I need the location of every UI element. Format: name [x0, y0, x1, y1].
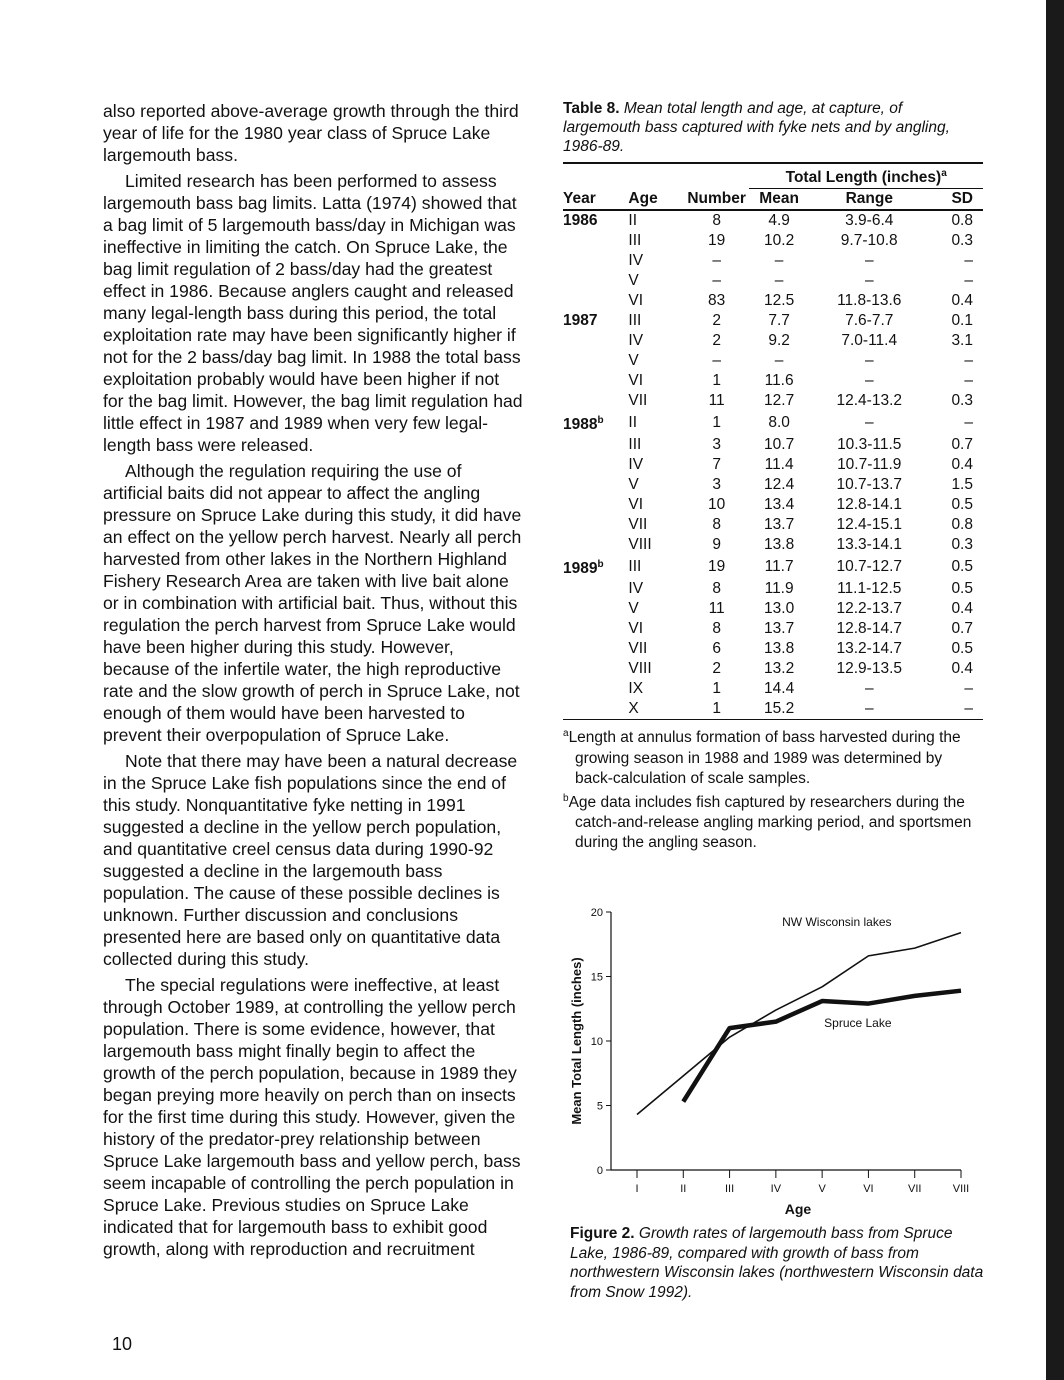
x-axis-label: Age [784, 1201, 812, 1217]
table-cell: – [864, 272, 874, 290]
table-cell: VI [628, 372, 644, 390]
table-row [563, 210, 983, 231]
table-cell: 12.2-13.7 [836, 600, 902, 618]
table-cell: VIII [628, 660, 652, 678]
paragraph: Although the regulation requiring the use of artificial baits did not appear to affect the angling pressure on Spruce Lake during this study, it did have an effect on the yellow perch harvest. Nearly all perch harvested from other lakes in the Northern Highland Fishery Research Area are taken with live bait alone or in combination with artificial bait. Thus, without this regulation the perch harvest from Spruce Lake would have been higher during this study. However, because of the infertile water, the high reproductive rate and the slow growth of perch in Spruce Lake, not enough of them would have been harvested to prevent their overpopulation of Spruce Lake. [103, 461, 522, 745]
column-header: SD [930, 189, 983, 211]
table-cell [563, 599, 622, 619]
table-cell: 13.3-14.1 [836, 536, 902, 554]
table-cell: 15.2 [764, 700, 795, 718]
table-cell: IV [628, 580, 644, 598]
paragraph: The special regulations were ineffective, at least through October 1989, at controlling the yellow perch population. There is some evidence, however, that largemouth bass might finally begin to affect the growth of the perch population, because in 1989 they began preying more heavily on perch than on insects for the first time during this study. However, given the history of the predator-prey relationship between Spruce Lake largemouth bass and yellow perch, bass seem incapable of controlling the perch population in Spruce Lake. Previous studies on Spruce Lake indicated that for largemouth bass to exhibit good growth, along with reproduction and recruitment [103, 975, 521, 1259]
table-cell: III [628, 436, 642, 454]
table-cell: 7.6-7.7 [845, 312, 894, 330]
table-cell: IV [628, 332, 644, 350]
table-cell: IX [628, 680, 644, 698]
table-cell [563, 291, 622, 311]
table-cell: 19 [708, 232, 726, 250]
table-cell: 3 [712, 476, 721, 494]
paragraph: Note that there may have been a natural decrease in the Spruce Lake fish populations since the end of this study. Nonquantitative fyke netting in 1991 suggested a decline in the yellow perch population, and quantitative creel census data during 1990-92 suggested a decline in the largemouth bass population. The cause of these possible declines is unknown. Further discussion and conclusions presented here are based only on quantitative data collected during this study. [103, 751, 518, 969]
table-cell: V [628, 272, 639, 290]
table-cell: VI [628, 496, 644, 514]
table-cell: 0.4 [951, 660, 973, 678]
table-row [563, 515, 983, 535]
table-cell: 11.8-13.6 [837, 292, 902, 310]
table-row [563, 271, 983, 291]
table-cell: 13.4 [764, 496, 795, 514]
table-cell: IV [628, 456, 644, 474]
table-cell: – [864, 414, 874, 432]
table-cell [563, 515, 622, 535]
group-header: Total Length (inches)$^a$ [749, 164, 983, 189]
table-cell: 11.4 [764, 456, 794, 474]
table-cell: 0.3 [951, 392, 973, 410]
table-row [563, 435, 983, 455]
table-cell: 0.3 [951, 232, 973, 250]
table-cell: 2 [712, 660, 721, 678]
table-cell: III [628, 232, 642, 250]
table-cell: 19 [708, 558, 726, 576]
table-cell: 10.3-11.5 [837, 436, 902, 454]
x-tick-label: VII [907, 1183, 922, 1195]
table-cell: 0.8 [951, 516, 973, 534]
series-line [637, 933, 961, 1115]
table-cell [563, 371, 622, 391]
table-cell: 9 [712, 536, 721, 554]
table-label: Table 8. [563, 100, 620, 117]
table-cell: 10.2 [764, 232, 795, 250]
table-cell [563, 351, 622, 371]
table-cell [563, 251, 622, 271]
table-cell: 12.4-13.2 [836, 392, 902, 410]
y-tick-label: 20 [590, 907, 603, 919]
growth-chart [563, 900, 983, 1230]
table-8 [563, 99, 983, 853]
table-cell: 13.2-14.7 [836, 640, 902, 658]
table-cell: 0.8 [951, 212, 973, 230]
table-cell: 1989$^b$ [563, 559, 604, 578]
table-cell: 13.7 [764, 620, 795, 638]
table-cell: 10.7-11.9 [837, 456, 902, 474]
table-cell: II [628, 414, 638, 432]
table-cell [563, 535, 622, 555]
table-cell: 10.7-12.7 [836, 558, 902, 576]
table-cell: II [628, 212, 638, 230]
table-row [563, 351, 983, 371]
table-cell: 12.9-13.5 [836, 660, 902, 678]
table-cell: 2 [712, 312, 721, 330]
table-cell: 3.1 [951, 332, 973, 350]
x-tick-label: VI [863, 1183, 874, 1195]
table-cell [563, 435, 622, 455]
table-cell: 0.5 [951, 580, 973, 598]
table-cell [563, 271, 622, 291]
table-cell: 0.1 [951, 312, 973, 330]
table-cell: VI [628, 292, 644, 310]
table-cell: VII [628, 640, 648, 658]
table-row [563, 639, 983, 659]
table-cell: 11.7 [764, 558, 794, 576]
table-cell: 1 [712, 700, 721, 718]
table-cell: 10.7 [764, 436, 795, 454]
table-cell: 13.7 [764, 516, 795, 534]
body-text-column [103, 100, 523, 1260]
table-cell: VII [628, 392, 648, 410]
table-cell: – [964, 352, 973, 370]
table-cell: 8.0 [768, 414, 790, 432]
table-cell: 0.4 [951, 292, 973, 310]
table-row [563, 391, 983, 411]
table-cell: 0.7 [951, 620, 973, 638]
table-cell: – [712, 352, 721, 370]
y-tick-label: 10 [590, 1036, 603, 1048]
table-cell [563, 391, 622, 411]
table-row [563, 555, 983, 579]
series-line [683, 991, 961, 1102]
table-cell: – [774, 352, 784, 370]
table-cell: 11.1-12.5 [837, 580, 902, 598]
x-tick-label: IV [770, 1183, 782, 1195]
table-cell: 0.5 [951, 496, 973, 514]
table-cell: – [864, 372, 874, 390]
table-cell: 11 [708, 392, 725, 410]
table-cell: 0.4 [951, 456, 973, 474]
table-cell: – [864, 252, 874, 270]
table-cell: 1 [712, 414, 721, 432]
table-cell: 1.5 [951, 476, 973, 494]
table-row [563, 659, 983, 679]
table-cell: VI [628, 620, 644, 638]
table-cell [563, 619, 622, 639]
y-tick-label: 0 [596, 1165, 603, 1177]
table-row [563, 599, 983, 619]
y-tick-label: 15 [590, 971, 603, 984]
table-cell: 11.9 [764, 580, 794, 598]
column-header: Age [622, 189, 683, 211]
table-cell [563, 231, 622, 251]
table-footnotes [563, 724, 983, 852]
footnote: $^a$Length at annulus formation of bass harvested during the growing season in 1988 and 1989 was determined by back-calculation of scale samples. [563, 728, 961, 787]
table-cell: – [774, 272, 784, 290]
table-row [563, 371, 983, 391]
table-cell: 11 [708, 600, 725, 618]
table-cell: 1986 [563, 212, 598, 230]
table-cell: 1 [712, 372, 721, 390]
table-cell [563, 579, 622, 599]
table-cell [563, 455, 622, 475]
table-cell: 14.4 [764, 680, 795, 698]
table-cell [563, 679, 622, 699]
table-row [563, 495, 983, 515]
table-cell: VIII [628, 536, 652, 554]
table-bottom-rule [563, 719, 983, 720]
table-cell: 0.3 [951, 536, 973, 554]
table-cell: 0.5 [951, 640, 973, 658]
table-cell [563, 331, 622, 351]
table-cell: 9.2 [768, 332, 790, 350]
table-cell: – [964, 700, 973, 718]
table-cell [563, 475, 622, 495]
table-cell: 10.7-13.7 [836, 476, 902, 494]
x-tick-label: III [724, 1183, 735, 1195]
table-cell: 13.8 [764, 640, 795, 658]
table-cell: 12.4-15.1 [836, 516, 902, 534]
column-header: Year [563, 189, 622, 211]
table-cell: 1 [712, 680, 721, 698]
x-tick-label: V [818, 1183, 826, 1195]
table-cell: 1988$^b$ [563, 415, 604, 434]
table-cell: 2 [712, 332, 721, 350]
table-cell: 12.8-14.1 [836, 496, 902, 514]
table-cell: V [628, 476, 639, 494]
table-row [563, 475, 983, 495]
table-caption [563, 99, 983, 156]
table-cell: 12.4 [764, 476, 795, 494]
y-axis-label: Mean Total Length (inches) [569, 957, 584, 1125]
table-cell: 0.5 [951, 558, 973, 576]
table-cell: 10 [708, 496, 726, 514]
table-row [563, 579, 983, 599]
table-cell: 8 [712, 580, 721, 598]
table-cell: 9.7-10.8 [840, 232, 898, 250]
table-cell: 12.7 [764, 392, 795, 410]
table-cell: V [628, 352, 639, 370]
x-tick-label: I [635, 1183, 639, 1195]
table-cell: 8 [712, 212, 721, 230]
paragraph: Limited research has been performed to assess largemouth bass bag limits. Latta (1974) showed that a bag limit of 5 largemouth bass/day in Michigan was ineffective in limiting the catch. On Spruce Lake, the bag limit regulation of 2 bass/day had the greatest effect in 1986. Because anglers caught and released many legal-length bass during this period, the total exploitation rate may have been significantly higher if not for the 2 bass/day bag limit. In 1988 the total bass exploitation probably would have been higher if not for the bag limit. However, the bag limit regulation had little effect in 1987 and 1989 when very few legal-length bass were released. [103, 171, 523, 455]
table-cell: 8 [712, 620, 721, 638]
figure-caption [570, 1224, 990, 1302]
table-cell: 3 [712, 436, 721, 454]
table-cell: 0.7 [951, 436, 973, 454]
figure-label: Figure 2. [570, 1225, 635, 1242]
footnote: $^b$Age data includes fish captured by researchers during the catch-and-release angling marking period, and sportsmen during the angling season. [563, 792, 972, 851]
table-cell: 7.0-11.4 [841, 332, 898, 350]
y-tick-label: 5 [596, 1100, 603, 1113]
table-cell: 83 [708, 292, 726, 310]
scan-edge-shadow [1046, 0, 1064, 1380]
table-row [563, 231, 983, 251]
table-cell: 8 [712, 516, 721, 534]
data-table [563, 164, 983, 719]
table-cell: 13.8 [764, 536, 795, 554]
table-cell: – [964, 680, 973, 698]
table-row [563, 699, 983, 719]
table-row [563, 535, 983, 555]
table-cell: 1987 [563, 312, 598, 330]
table-cell [563, 659, 622, 679]
table-cell: III [628, 312, 642, 330]
table-cell [563, 639, 622, 659]
table-cell: – [964, 272, 973, 290]
table-row [563, 619, 983, 639]
table-row [563, 455, 983, 475]
table-cell [563, 699, 622, 719]
table-row [563, 679, 983, 699]
figure-caption-text: Growth rates of largemouth bass from Spruce Lake, 1986-89, compared with growth of bass from northwestern Wisconsin lakes (northwestern Wisconsin data from Snow 1992). [570, 1225, 984, 1301]
table-cell: VII [628, 516, 648, 534]
table-cell: 12.5 [764, 292, 795, 310]
series-label: NW Wisconsin lakes [782, 915, 892, 930]
table-cell: IV [628, 252, 644, 270]
table-cell: X [628, 700, 639, 718]
table-cell: 13.2 [764, 660, 795, 678]
paragraph: also reported above-average growth through the third year of life for the 1980 year class of Spruce Lake largemouth bass. [103, 101, 519, 165]
table-cell: III [628, 558, 642, 576]
table-row [563, 291, 983, 311]
table-cell: 6 [712, 640, 721, 658]
table-row [563, 251, 983, 271]
table-cell: 12.8-14.7 [836, 620, 902, 638]
column-header: Number [684, 189, 750, 211]
x-tick-label: II [680, 1183, 687, 1195]
table-cell: – [712, 252, 721, 270]
page-number: 10 [112, 1334, 133, 1354]
table-cell: 7.7 [768, 312, 790, 330]
table-row [563, 311, 983, 331]
table-cell: – [864, 680, 874, 698]
table-cell [563, 495, 622, 515]
table-cell: – [864, 352, 874, 370]
table-cell: – [964, 372, 973, 390]
table-cell: – [864, 700, 874, 718]
table-cell: 4.9 [768, 212, 790, 230]
table-cell: – [964, 414, 973, 432]
table-cell: 13.0 [764, 600, 795, 618]
table-cell: V [628, 600, 639, 618]
series-label: Spruce Lake [824, 1015, 892, 1030]
table-cell: – [774, 252, 784, 270]
table-cell: 11.6 [764, 372, 794, 390]
column-header: Mean [749, 189, 808, 211]
table-cell: – [712, 272, 721, 290]
table-cell: 7 [712, 456, 721, 474]
x-tick-label: VIII [952, 1183, 970, 1195]
table-cell: – [964, 252, 973, 270]
column-header: Range [809, 189, 930, 211]
table-row [563, 411, 983, 435]
table-row [563, 331, 983, 351]
table-cell: 0.4 [951, 600, 973, 618]
table-caption-text: Mean total length and age, at capture, of largemouth bass captured with fyke nets and by angling, 1986-89. [563, 100, 950, 155]
table-cell: 3.9-6.4 [845, 212, 894, 230]
